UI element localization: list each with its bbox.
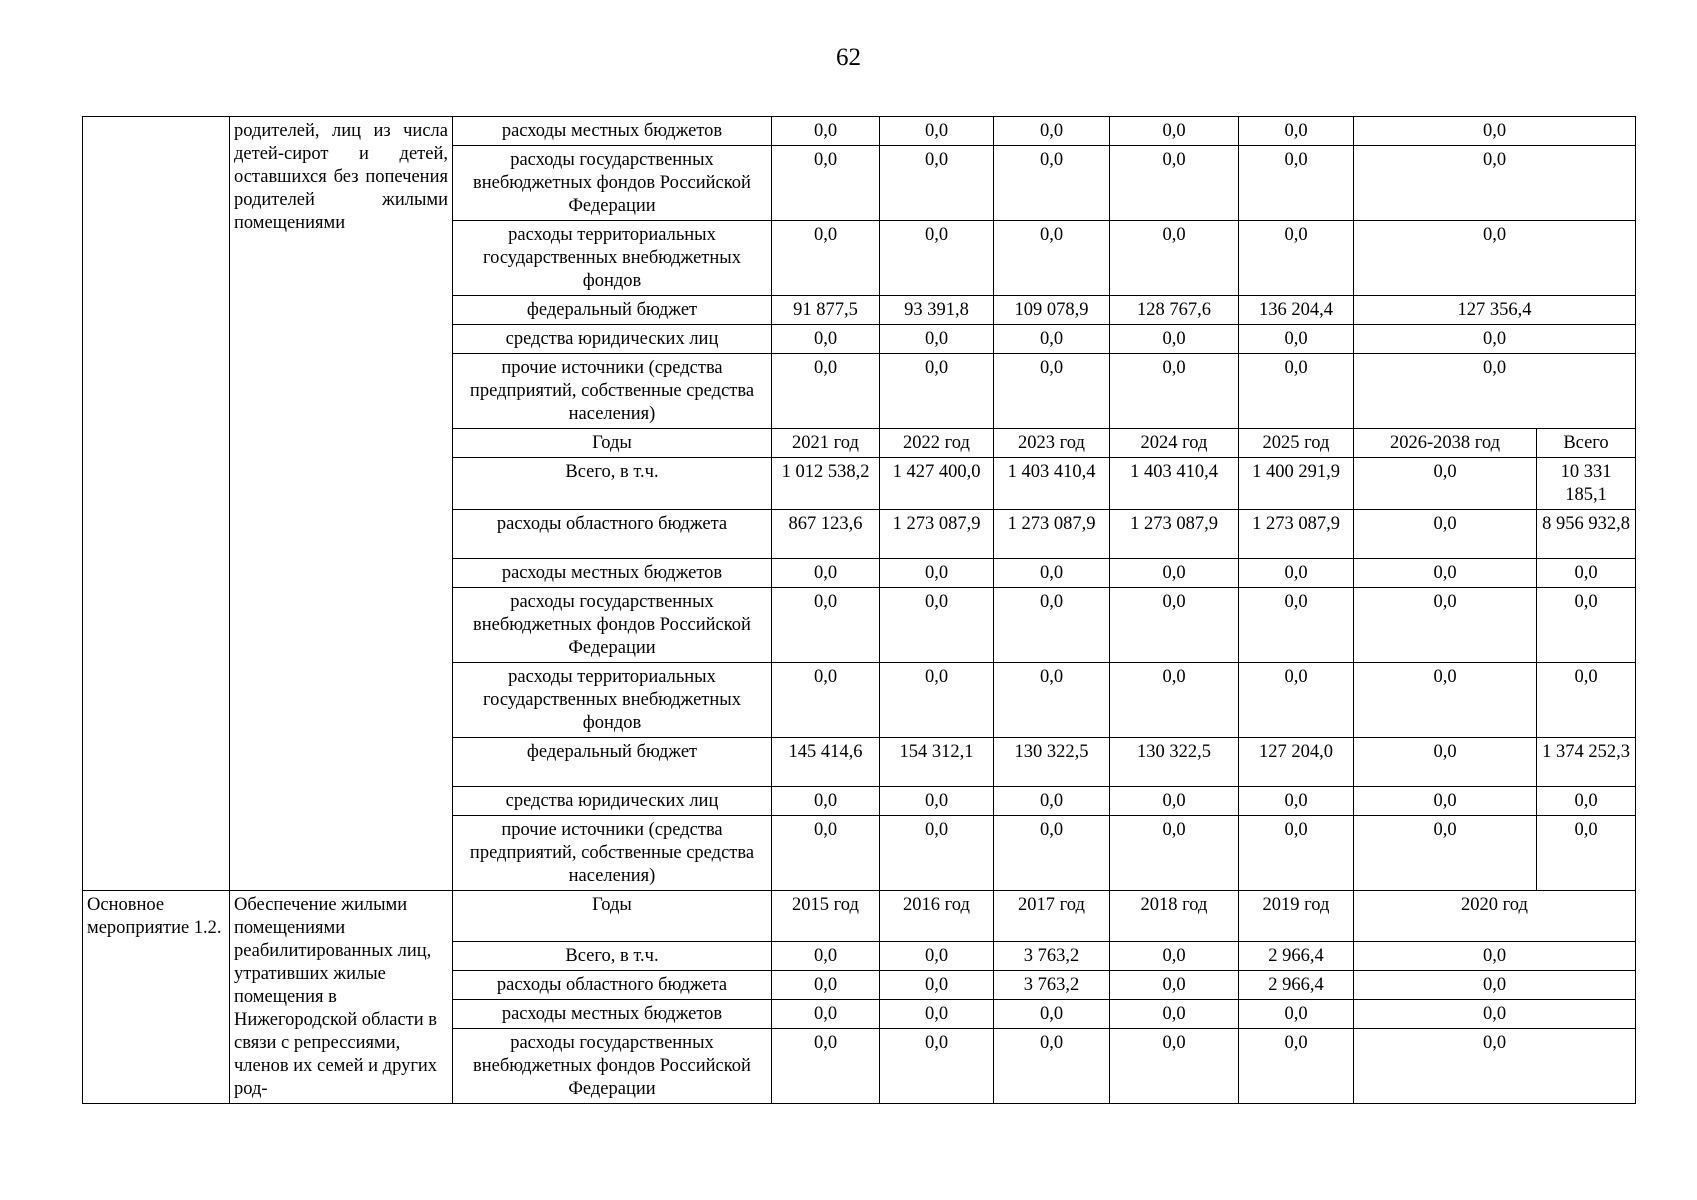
value-cell: 1 403 410,4 bbox=[1110, 458, 1239, 510]
value-cell: 0,0 bbox=[1537, 588, 1636, 663]
row-label: средства юридических лиц bbox=[453, 787, 772, 816]
value-cell: 1 427 400,0 bbox=[880, 458, 994, 510]
measure-description: родителей, лиц из числа детей-сирот и детей, оставшихся без попечения родителей жилыми помещениями bbox=[230, 117, 453, 891]
value-cell: 0,0 bbox=[994, 559, 1110, 588]
value-cell: 0,0 bbox=[1354, 559, 1537, 588]
value-cell: 1 273 087,9 bbox=[994, 510, 1110, 559]
year-header: 2021 год bbox=[772, 429, 880, 458]
value-cell: 0,0 bbox=[880, 146, 994, 221]
value-cell: 0,0 bbox=[880, 325, 994, 354]
value-cell: 0,0 bbox=[772, 146, 880, 221]
value-cell: 0,0 bbox=[1354, 1000, 1636, 1029]
row-label: расходы областного бюджета bbox=[453, 971, 772, 1000]
value-cell: 0,0 bbox=[1354, 458, 1537, 510]
value-cell: 0,0 bbox=[772, 787, 880, 816]
row-label: Всего, в т.ч. bbox=[453, 458, 772, 510]
row-label: расходы местных бюджетов bbox=[453, 1000, 772, 1029]
value-cell: 1 403 410,4 bbox=[994, 458, 1110, 510]
value-cell: 0,0 bbox=[880, 663, 994, 738]
value-cell: 1 273 087,9 bbox=[1110, 510, 1239, 559]
value-cell: 0,0 bbox=[1537, 787, 1636, 816]
value-cell: 0,0 bbox=[1110, 816, 1239, 891]
value-cell: 0,0 bbox=[772, 117, 880, 146]
value-cell: 867 123,6 bbox=[772, 510, 880, 559]
value-cell: 0,0 bbox=[880, 221, 994, 296]
year-header: 2025 год bbox=[1239, 429, 1354, 458]
row-label: прочие источники (средства предприятий, собственные средства населения) bbox=[453, 816, 772, 891]
value-cell: 1 273 087,9 bbox=[1239, 510, 1354, 559]
year-header: 2022 год bbox=[880, 429, 994, 458]
value-cell: 0,0 bbox=[1354, 117, 1636, 146]
value-cell: 109 078,9 bbox=[994, 296, 1110, 325]
value-cell: 0,0 bbox=[1239, 221, 1354, 296]
value-cell: 0,0 bbox=[1354, 1029, 1636, 1104]
value-cell: 0,0 bbox=[772, 325, 880, 354]
value-cell: 154 312,1 bbox=[880, 738, 994, 787]
value-cell: 0,0 bbox=[772, 663, 880, 738]
value-cell: 128 767,6 bbox=[1110, 296, 1239, 325]
year-header: 2023 год bbox=[994, 429, 1110, 458]
value-cell: 127 204,0 bbox=[1239, 738, 1354, 787]
row-label: средства юридических лиц bbox=[453, 325, 772, 354]
value-cell: 0,0 bbox=[880, 971, 994, 1000]
value-cell: 0,0 bbox=[1354, 663, 1537, 738]
years-header-row bbox=[83, 891, 1636, 942]
measure-code-cell bbox=[83, 117, 230, 891]
value-cell: 0,0 bbox=[1354, 787, 1537, 816]
value-cell: 0,0 bbox=[994, 221, 1110, 296]
value-cell: 0,0 bbox=[880, 816, 994, 891]
value-cell: 0,0 bbox=[880, 117, 994, 146]
year-header: Всего bbox=[1537, 429, 1636, 458]
value-cell: 0,0 bbox=[994, 325, 1110, 354]
value-cell: 0,0 bbox=[1239, 1029, 1354, 1104]
value-cell: 136 204,4 bbox=[1239, 296, 1354, 325]
value-cell: 0,0 bbox=[1239, 559, 1354, 588]
row-label: федеральный бюджет bbox=[453, 738, 772, 787]
value-cell: 0,0 bbox=[1354, 325, 1636, 354]
value-cell: 0,0 bbox=[1239, 787, 1354, 816]
value-cell: 0,0 bbox=[772, 1029, 880, 1104]
value-cell: 0,0 bbox=[1537, 816, 1636, 891]
row-label: расходы государственных внебюджетных фондов Российской Федерации bbox=[453, 146, 772, 221]
value-cell: 0,0 bbox=[1537, 559, 1636, 588]
value-cell: 0,0 bbox=[1354, 510, 1537, 559]
value-cell: 0,0 bbox=[994, 1029, 1110, 1104]
value-cell: 0,0 bbox=[994, 787, 1110, 816]
row-label: расходы территориальных государственных внебюджетных фондов bbox=[453, 221, 772, 296]
value-cell: 0,0 bbox=[1110, 787, 1239, 816]
value-cell: 1 400 291,9 bbox=[1239, 458, 1354, 510]
value-cell: 1 273 087,9 bbox=[880, 510, 994, 559]
value-cell: 0,0 bbox=[1110, 354, 1239, 429]
value-cell: 145 414,6 bbox=[772, 738, 880, 787]
row-label: прочие источники (средства предприятий, собственные средства населения) bbox=[453, 354, 772, 429]
year-header: 2015 год bbox=[772, 891, 880, 942]
financing-table bbox=[82, 116, 1636, 1104]
value-cell: 0,0 bbox=[994, 1000, 1110, 1029]
row-label: расходы местных бюджетов bbox=[453, 559, 772, 588]
value-cell: 0,0 bbox=[1110, 1000, 1239, 1029]
value-cell: 0,0 bbox=[1239, 325, 1354, 354]
value-cell: 0,0 bbox=[1110, 971, 1239, 1000]
value-cell: 0,0 bbox=[772, 1000, 880, 1029]
value-cell: 2 966,4 bbox=[1239, 942, 1354, 971]
value-cell: 0,0 bbox=[1110, 146, 1239, 221]
value-cell: 1 012 538,2 bbox=[772, 458, 880, 510]
value-cell: 0,0 bbox=[1354, 588, 1537, 663]
value-cell: 130 322,5 bbox=[994, 738, 1110, 787]
value-cell: 0,0 bbox=[1239, 1000, 1354, 1029]
table-row bbox=[83, 117, 1636, 146]
value-cell: 0,0 bbox=[994, 354, 1110, 429]
value-cell: 0,0 bbox=[1537, 663, 1636, 738]
row-label: расходы областного бюджета bbox=[453, 510, 772, 559]
value-cell: 0,0 bbox=[994, 663, 1110, 738]
value-cell: 0,0 bbox=[772, 942, 880, 971]
year-header: 2026-2038 год bbox=[1354, 429, 1537, 458]
measure-description: Обеспечение жилыми помещениями реабилитированных лиц, утративших жилые помещения в Нижегородской области в связи с репрессиями, членов их семей и других род- bbox=[230, 891, 453, 1104]
value-cell: 1 374 252,3 bbox=[1537, 738, 1636, 787]
value-cell: 0,0 bbox=[1239, 354, 1354, 429]
row-label: федеральный бюджет bbox=[453, 296, 772, 325]
value-cell: 3 763,2 bbox=[994, 942, 1110, 971]
measure-code: Основное мероприятие 1.2. bbox=[83, 891, 230, 1104]
value-cell: 0,0 bbox=[880, 559, 994, 588]
value-cell: 0,0 bbox=[772, 221, 880, 296]
years-label: Годы bbox=[453, 429, 772, 458]
value-cell: 0,0 bbox=[1239, 663, 1354, 738]
value-cell: 127 356,4 bbox=[1354, 296, 1636, 325]
value-cell: 0,0 bbox=[772, 971, 880, 1000]
value-cell: 2 966,4 bbox=[1239, 971, 1354, 1000]
value-cell: 0,0 bbox=[1110, 221, 1239, 296]
value-cell: 0,0 bbox=[1110, 588, 1239, 663]
value-cell: 0,0 bbox=[994, 816, 1110, 891]
value-cell: 93 391,8 bbox=[880, 296, 994, 325]
value-cell: 0,0 bbox=[772, 588, 880, 663]
value-cell: 0,0 bbox=[1110, 117, 1239, 146]
years-label: Годы bbox=[453, 891, 772, 942]
year-header: 2024 год bbox=[1110, 429, 1239, 458]
value-cell: 0,0 bbox=[880, 1000, 994, 1029]
row-label: расходы местных бюджетов bbox=[453, 117, 772, 146]
value-cell: 0,0 bbox=[1110, 325, 1239, 354]
value-cell: 0,0 bbox=[772, 559, 880, 588]
value-cell: 0,0 bbox=[880, 942, 994, 971]
value-cell: 0,0 bbox=[1354, 354, 1636, 429]
value-cell: 0,0 bbox=[1354, 221, 1636, 296]
value-cell: 0,0 bbox=[1239, 588, 1354, 663]
value-cell: 0,0 bbox=[880, 1029, 994, 1104]
value-cell: 0,0 bbox=[880, 588, 994, 663]
value-cell: 0,0 bbox=[880, 354, 994, 429]
page-number: 62 bbox=[836, 44, 861, 71]
year-header: 2020 год bbox=[1354, 891, 1636, 942]
year-header: 2017 год bbox=[994, 891, 1110, 942]
value-cell: 130 322,5 bbox=[1110, 738, 1239, 787]
year-header: 2018 год bbox=[1110, 891, 1239, 942]
value-cell: 0,0 bbox=[1239, 146, 1354, 221]
row-label: расходы государственных внебюджетных фондов Российской Федерации bbox=[453, 1029, 772, 1104]
value-cell: 0,0 bbox=[1110, 559, 1239, 588]
year-header: 2019 год bbox=[1239, 891, 1354, 942]
year-header: 2016 год bbox=[880, 891, 994, 942]
value-cell: 0,0 bbox=[1110, 942, 1239, 971]
value-cell: 0,0 bbox=[1354, 971, 1636, 1000]
row-label: расходы государственных внебюджетных фондов Российской Федерации bbox=[453, 588, 772, 663]
value-cell: 0,0 bbox=[1354, 738, 1537, 787]
value-cell: 0,0 bbox=[1354, 816, 1537, 891]
value-cell: 0,0 bbox=[880, 787, 994, 816]
value-cell: 0,0 bbox=[994, 117, 1110, 146]
value-cell: 0,0 bbox=[1239, 816, 1354, 891]
value-cell: 8 956 932,8 bbox=[1537, 510, 1636, 559]
value-cell: 0,0 bbox=[994, 146, 1110, 221]
value-cell: 0,0 bbox=[772, 816, 880, 891]
value-cell: 0,0 bbox=[1354, 942, 1636, 971]
value-cell: 0,0 bbox=[772, 354, 880, 429]
value-cell: 0,0 bbox=[1110, 663, 1239, 738]
row-label: расходы территориальных государственных внебюджетных фондов bbox=[453, 663, 772, 738]
value-cell: 0,0 bbox=[1110, 1029, 1239, 1104]
value-cell: 91 877,5 bbox=[772, 296, 880, 325]
value-cell: 10 331 185,1 bbox=[1537, 458, 1636, 510]
value-cell: 0,0 bbox=[1239, 117, 1354, 146]
value-cell: 0,0 bbox=[1354, 146, 1636, 221]
value-cell: 3 763,2 bbox=[994, 971, 1110, 1000]
value-cell: 0,0 bbox=[994, 588, 1110, 663]
row-label: Всего, в т.ч. bbox=[453, 942, 772, 971]
